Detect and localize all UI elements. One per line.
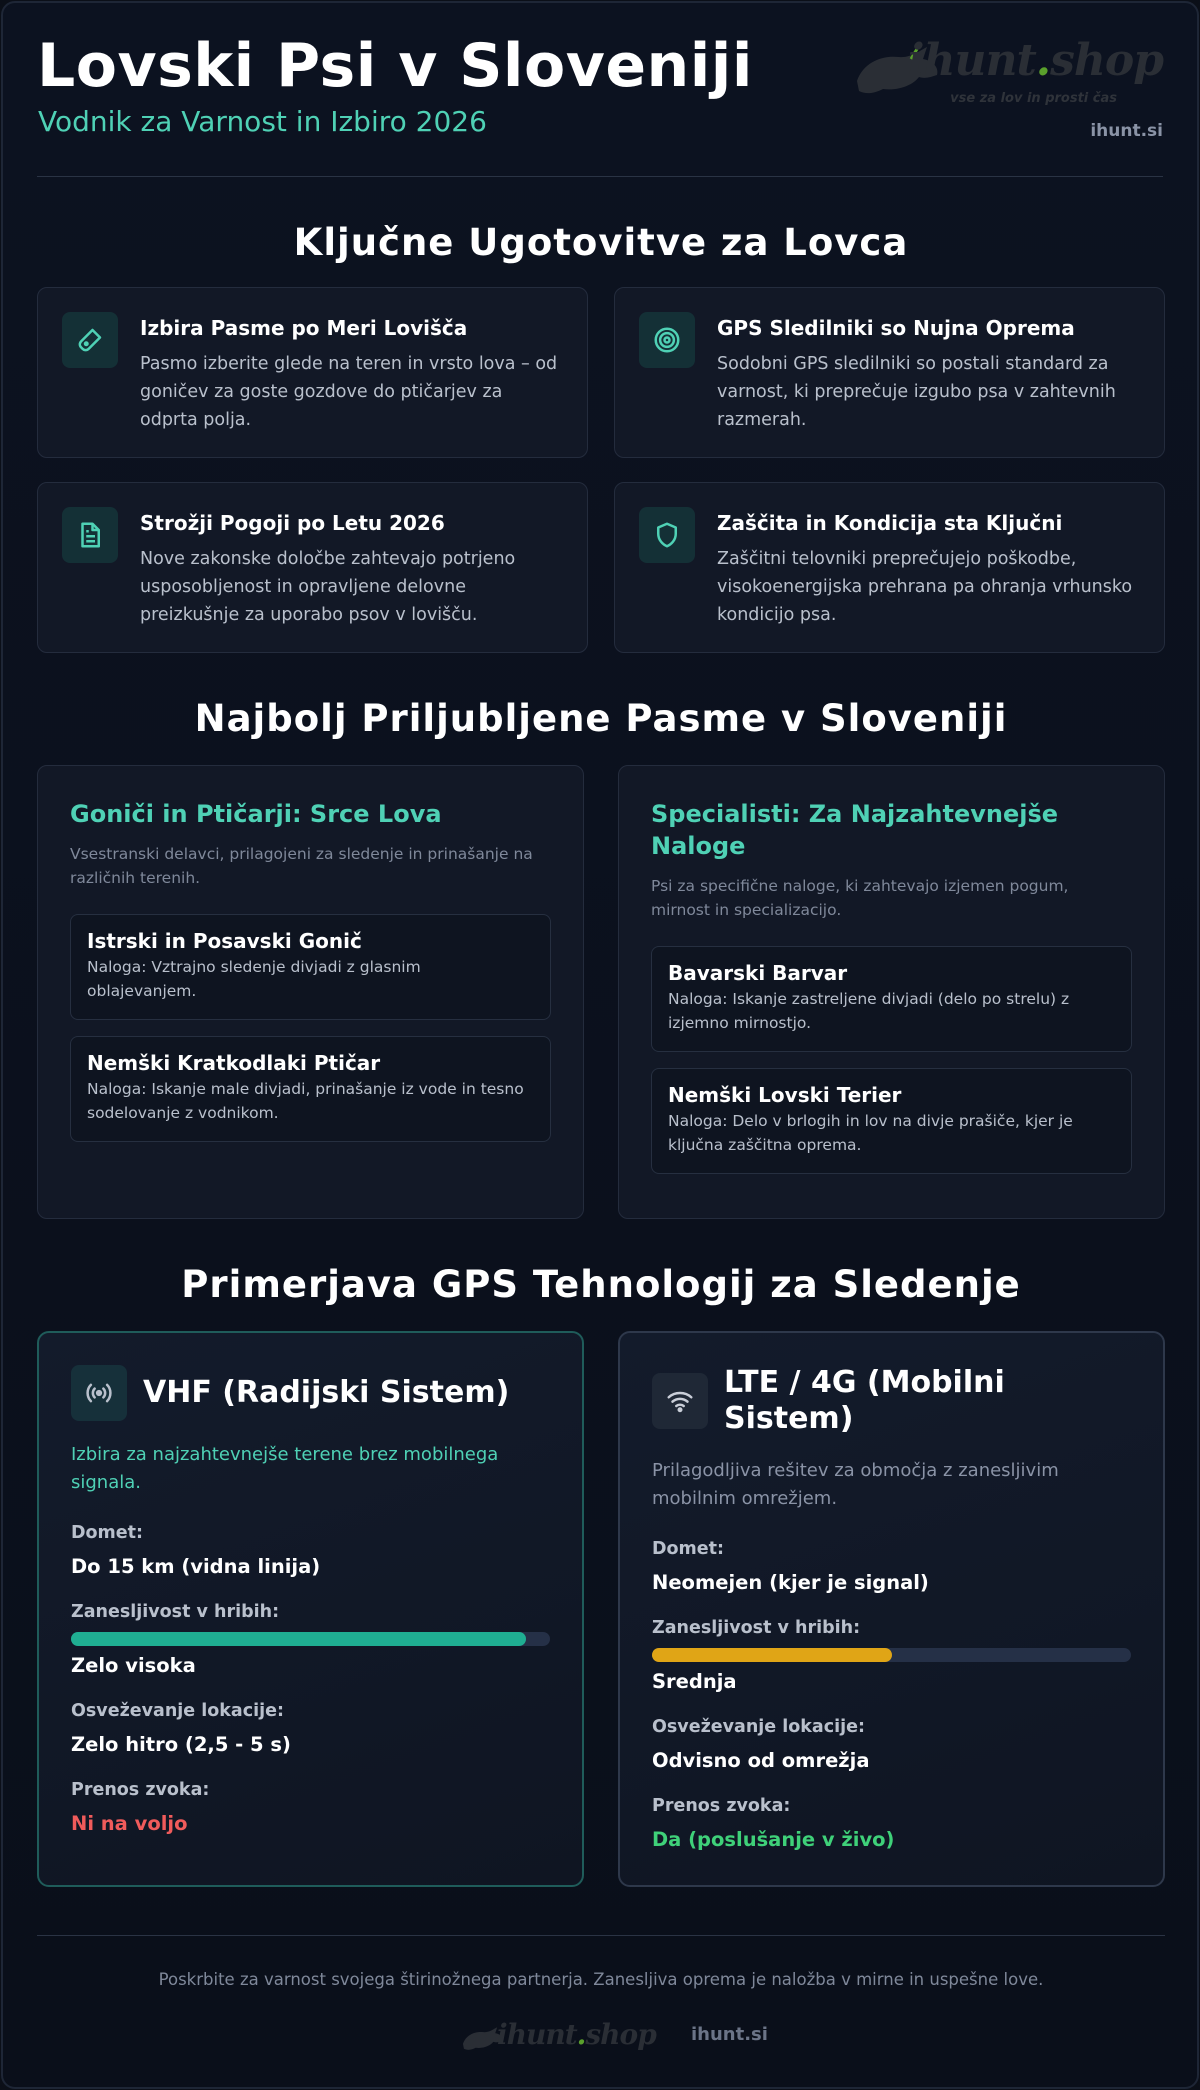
footer-text: Poskrbite za varnost svojega štirinožnega partnerja. Zanesljiva oprema je naložba v mirne in uspešne love.	[158, 1970, 1044, 1989]
breed-group-description: Vsestranski delavci, prilagojeni za sledenje in prinašanje na različnih terenih.	[70, 845, 533, 887]
gps-card-header	[71, 1365, 550, 1421]
reliability-bar-fill	[71, 1632, 526, 1646]
gps-section-title: Primerjava GPS Tehnologij za Sledenje	[181, 1263, 1021, 1306]
footer	[37, 1935, 1165, 2051]
breed-item	[70, 1036, 551, 1142]
reliability-bar-fill	[652, 1648, 892, 1662]
footer-brand-logo-text: ihunt.shop	[497, 2018, 656, 2051]
radio-signal-icon	[71, 1365, 127, 1421]
range-value: Neomejen (kjer je signal)	[652, 1571, 929, 1594]
gps-card-vhf	[37, 1331, 584, 1887]
audio-label: Prenos zvoka:	[652, 1796, 791, 1816]
breed-group-card	[37, 765, 584, 1219]
target-icon	[639, 312, 695, 368]
finding-card	[614, 482, 1165, 653]
reliability-label: Zanesljivost v hribih:	[652, 1618, 861, 1638]
breed-name: Istrski in Posavski Gonič	[87, 929, 362, 953]
footer-site-link[interactable]: ihunt.si	[691, 2024, 768, 2045]
breed-group-card	[618, 765, 1165, 1219]
footer-brand	[461, 2018, 768, 2058]
reliability-value: Srednja	[652, 1670, 737, 1693]
gps-card-header	[652, 1365, 1131, 1437]
gps-system-subtitle: Izbira za najzahtevnejše terene brez mobilnega signala.	[71, 1444, 499, 1493]
finding-text: Zaščitni telovniki preprečujejo poškodbe, visokoenergijska prehrana pa ohranja vrhunsko kondicijo psa.	[717, 549, 1133, 625]
breed-group-title: Goniči in Ptičarji: Srce Lova	[70, 800, 442, 828]
gps-system-name: VHF (Radijski Sistem)	[143, 1375, 510, 1410]
breed-task: Naloga: Delo v brlogih in lov na divje prašiče, kjer je ključna zaščitna oprema.	[668, 1112, 1073, 1154]
range-label: Domet:	[71, 1523, 144, 1543]
refresh-value: Odvisno od omrežja	[652, 1749, 870, 1772]
gps-comparison	[37, 1331, 1165, 1887]
refresh-label: Osveževanje lokacije:	[71, 1701, 284, 1721]
findings-section-title: Ključne Ugotovitve za Lovca	[293, 221, 909, 264]
finding-card	[37, 482, 588, 653]
finding-text: Sodobni GPS sledilniki so postali standard za varnost, ki preprečuje izgubo psa v zahtevnih razmerah.	[717, 354, 1116, 430]
breed-group-description: Psi za specifične naloge, ki zahtevajo izjemen pogum, mirnost in specializacijo.	[651, 877, 1069, 919]
breed-task: Naloga: Iskanje zastreljene divjadi (delo po strelu) z izjemno mirnostjo.	[668, 990, 1070, 1032]
finding-title: GPS Sledilniki so Nujna Oprema	[717, 316, 1075, 340]
reliability-value: Zelo visoka	[71, 1654, 196, 1677]
document-icon	[62, 507, 118, 563]
range-value: Do 15 km (vidna linija)	[71, 1555, 321, 1578]
brand-tagline: vse za lov in prosti čas	[950, 91, 1117, 106]
findings-grid	[37, 287, 1165, 653]
breed-task: Naloga: Vztrajno sledenje divjadi z glasnim oblajevanjem.	[87, 958, 421, 1000]
audio-value: Da (poslušanje v živo)	[652, 1828, 895, 1851]
wifi-icon	[652, 1373, 708, 1429]
breed-name: Nemški Lovski Terier	[668, 1083, 902, 1107]
breed-task: Naloga: Iskanje male divjadi, prinašanje iz vode in tesno sodelovanje z vodnikom.	[87, 1080, 524, 1122]
page-subtitle: Vodnik za Varnost in Izbiro 2026	[38, 105, 487, 138]
reliability-label: Zanesljivost v hribih:	[71, 1602, 280, 1622]
breed-name: Nemški Kratkodlaki Ptičar	[87, 1051, 381, 1075]
gps-system-subtitle: Prilagodljiva rešitev za območja z zanesljivim mobilnim omrežjem.	[652, 1460, 1059, 1509]
audio-label: Prenos zvoka:	[71, 1780, 210, 1800]
finding-text: Nove zakonske določbe zahtevajo potrjeno usposobljenost in opravljene delovne preizkušnje za uporabo psov v lovišču.	[140, 549, 516, 625]
finding-card	[614, 287, 1165, 458]
finding-text: Pasmo izberite glede na teren in vrsto lova – od goničev za goste gozdove do ptičarjev za odprta polja.	[140, 354, 558, 430]
refresh-value: Zelo hitro (2,5 - 5 s)	[71, 1733, 291, 1756]
brand-block	[853, 35, 1163, 145]
paw-tag-icon	[62, 312, 118, 368]
reliability-bar	[71, 1632, 550, 1646]
breeds-section	[37, 765, 1165, 1219]
finding-title: Strožji Pogoji po Letu 2026	[140, 511, 445, 535]
brand-logo-text: ihunt.shop	[907, 35, 1163, 86]
finding-card	[37, 287, 588, 458]
brand-site-link[interactable]: ihunt.si	[1090, 121, 1163, 141]
header	[37, 3, 1163, 177]
page-title: Lovski Psi v Sloveniji	[37, 31, 753, 101]
audio-value: Ni na voljo	[71, 1812, 188, 1835]
breed-item	[651, 946, 1132, 1052]
finding-title: Zaščita in Kondicija sta Ključni	[717, 511, 1063, 535]
finding-title: Izbira Pasme po Meri Lovišča	[140, 316, 468, 340]
breed-item	[70, 914, 551, 1020]
infographic-page	[1, 1, 1199, 2089]
gps-card-lte	[618, 1331, 1165, 1887]
reliability-bar	[652, 1648, 1131, 1662]
breeds-section-title: Najbolj Priljubljene Pasme v Sloveniji	[194, 697, 1008, 740]
breed-group-title: Specialisti: Za Najzahtevnejše Naloge	[651, 800, 1059, 860]
shield-icon	[639, 507, 695, 563]
gps-system-name: LTE / 4G (Mobilni Sistem)	[724, 1365, 1005, 1436]
range-label: Domet:	[652, 1539, 725, 1559]
breed-item	[651, 1068, 1132, 1174]
refresh-label: Osveževanje lokacije:	[652, 1717, 865, 1737]
breed-name: Bavarski Barvar	[668, 961, 848, 985]
